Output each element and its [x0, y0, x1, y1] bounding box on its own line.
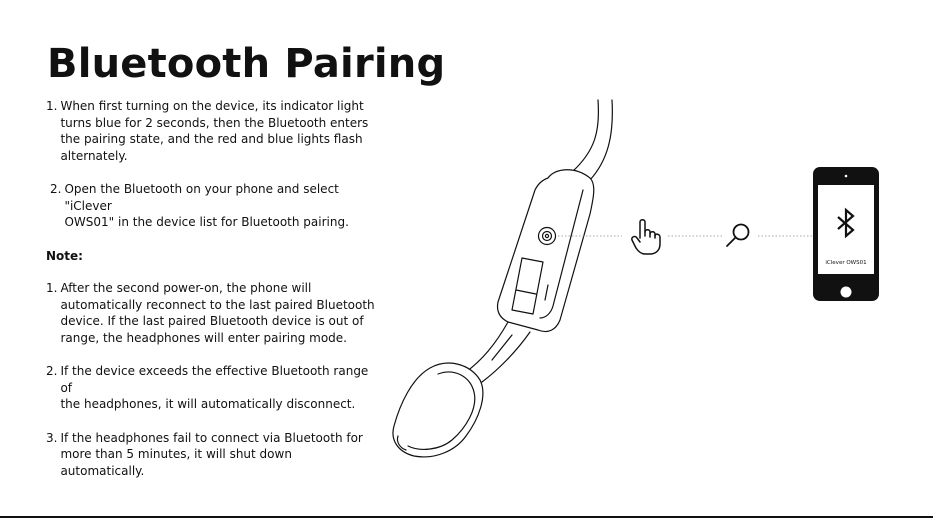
search-icon: [727, 225, 749, 247]
phone-device-name: iClever OWS01: [825, 260, 867, 266]
tap-hand-icon: [632, 220, 660, 254]
headphone-illustration: [393, 100, 612, 457]
step-text: Open the Bluetooth on your phone and select "iClever OWS01" in the device list for Bluetooth pairing.: [64, 182, 349, 229]
note-number: 3.: [46, 430, 58, 445]
note-number: 2.: [46, 364, 58, 378]
note-heading: Note:: [46, 248, 83, 263]
note-text: If the headphones fail to connect via Bluetooth for more than 5 minutes, it will shut down automatically.: [60, 430, 363, 478]
step-number: 2.: [50, 182, 62, 196]
page-title: Bluetooth Pairing: [47, 41, 446, 87]
note-number: 1.: [46, 281, 58, 295]
phone-illustration: [813, 167, 879, 301]
step-number: 1.: [46, 99, 58, 113]
step-text: When first turning on the device, its indicator light turns blue for 2 seconds, then the Bluetooth enters the pairing state, and the red and blue lights flash alternately.: [60, 99, 369, 163]
note-text: If the device exceeds the effective Bluetooth range of the headphones, it will automatically disconnect.: [60, 364, 369, 411]
note-text: After the second power-on, the phone will automatically reconnect to the last paired Bluetooth device. If the last paired Bluetooth device is out of range, the headphones will enter pairing mode.: [60, 281, 375, 345]
